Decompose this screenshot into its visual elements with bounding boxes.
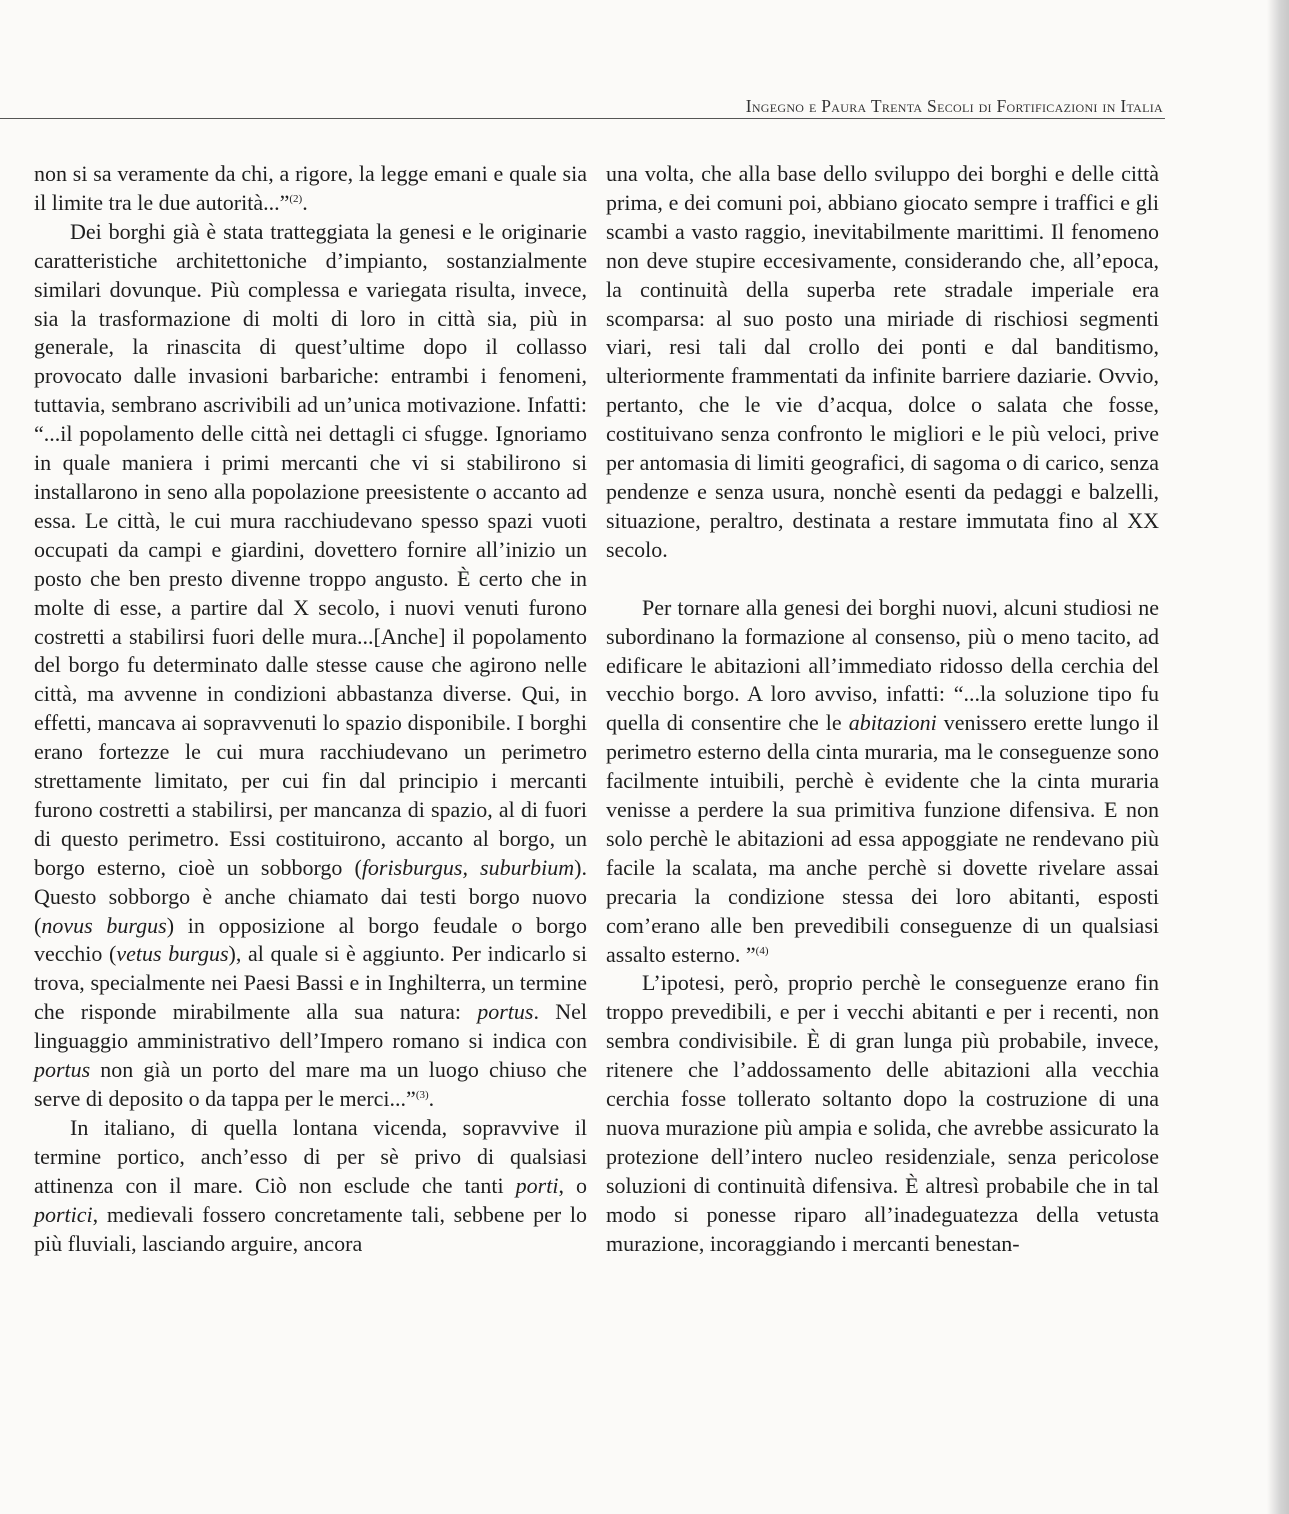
right-column (606, 160, 1159, 1259)
page-edge-shadow (1267, 0, 1289, 1514)
text-run: , o (558, 1172, 587, 1198)
paragraph (606, 160, 1159, 565)
italic-term: porti (515, 1172, 559, 1198)
text-run: . (302, 189, 308, 215)
text-run: Dei borghi già è stata tratteggiata la genesi e le originarie caratteristiche architettoniche d’impianto, sostanzialmente similari dovunque. Più complessa e variegata risulta, invece, sia la trasformazione di molti di loro in città sia, più in generale, la rinascita di quest’ultime dopo il collasso provocato dalle invasioni barbariche: entrambi i fenomeni, tuttavia, sembrano ascrivibili ad un’unica motivazione. Infatti: “...il popolamento delle città nei dettagli ci sfugge. Ignoriamo in quale maniera i primi mercanti che vi si stabilirono si installarono in seno alla popolazione preesistente o accanto ad essa. Le città, le cui mura racchiudevano spesso spazi vuoti occupati da campi e giardini, dovettero fornire all’inizio un posto che ben presto divenne troppo angusto. È certo che in molte di esse, a partire dal X secolo, i nuovi venuti furono costretti a stabilirsi fuori delle mura...[Anche] il popolamento del borgo fu determinato dalle stesse cause che agirono nelle città, ma avvenne in condizioni abbastanza diverse. Qui, in effetti, mancava ai sopravvenuti lo spazio disponibile. I borghi erano fortezze le cui mura racchiudevano un perimetro strettamente limitato, per cui fin dal principio i mercanti furono costretti a stabilirsi, per mancanza di spazio, al di fuori di questo perimetro. Essi costituirono, accanto al borgo, un borgo esterno, cioè un sobborgo ( (34, 218, 587, 880)
text-run: non già un porto del mare ma un luogo chiuso che serve di deposito o da tappa per le merci...” (34, 1057, 587, 1111)
paragraph (34, 1114, 587, 1259)
footnote-ref: (4) (755, 944, 769, 957)
italic-term: portici (34, 1201, 93, 1227)
paragraph (34, 160, 587, 218)
text-run: , medievali fossero concretamente tali, sebbene per lo più fluviali, lasciando arguire, ancora (34, 1201, 587, 1256)
italic-term: vetus burgus (116, 941, 229, 967)
text-run: L’ipotesi, però, proprio perchè le conseguenze erano fin troppo prevedibili, e per i vecchi abitanti e per i recenti, non sembra condivisibile. È di gran lunga più probabile, invece, ritenere che l’addossamento delle abitazioni alla vecchia cerchia fosse tollerato soltanto dopo la costruzione di una nuova murazione più ampia e solida, che avrebbe assicurato la protezione dell’intero nucleo residenziale, senza pericolose soluzioni di continuità difensiva. È altresì probabile che in tal modo si ponesse riparo all’inadeguatezza della vetusta murazione, incoraggiando i mercanti benestan- (606, 970, 1159, 1256)
footnote-ref: (2) (289, 192, 303, 205)
text-run: Per tornare alla genesi dei borghi nuovi, alcuni studiosi ne subordinano la formazione al consenso, più o meno tacito, ad edificare le abitazioni all’immediato ridosso della cerchia del vecchio borgo. A loro avviso, infatti: “...la soluzione tipo fu quella di consentire che le (606, 594, 1159, 736)
paragraph (34, 218, 587, 1114)
text-run: ), al quale si è aggiunto. Per indicarlo si trova, specialmente nei Paesi Bassi e in Inghilterra, un termine che risponde mirabilmente alla sua natura: (34, 941, 588, 1025)
footnote-ref: (3) (415, 1089, 429, 1101)
italic-term: portus (477, 999, 534, 1025)
paragraph (606, 969, 1159, 1258)
italic-term: forisburgus, suburbium (361, 854, 575, 880)
text-run: una volta, che alla base dello sviluppo dei borghi e delle città prima, e dei comuni poi, abbiano giocato sempre i traffici e gli scambi a vasto raggio, inevitabilmente marittimi. Il fenomeno non deve stupire eccesivamente, considerando che, all’epoca, la continuità della superba rete stradale imperiale era scomparsa: al suo posto una miriade di rischiosi segmenti viari, resi tali dal crollo dei ponti e dal banditismo, ulteriormente frammentati da infinite barriere daziarie. Ovvio, pertanto, che le vie d’acqua, dolce o salata che fosse, costituivano senza confronto le migliori e le più veloci, prive per antomasia di limiti geografici, di sagoma o di carico, senza pendenze e senza usura, nonchè esenti da pedaggi e balzelli, situazione, peraltro, destinata a restare immutata fino al XX secolo. (606, 161, 1159, 562)
text-run: venissero erette lungo il perimetro esterno della cinta muraria, ma le conseguenze sono facilmente intuibili, perchè è evidente che la cinta muraria venisse a perdere la sua primitiva funzione difensiva. E non solo perchè le abitazioni ad essa appoggiate ne rendevano più facile la scalata, ma anche perchè si dovette rivelare assai precaria la condizione stessa dei loro abitanti, esposti com’erano alle ben prevedibili conseguenze di un qualsiasi assalto esterno. ” (606, 710, 1159, 967)
text-run: . Nel linguaggio amministrativo dell’Impero romano si indica con (34, 999, 588, 1054)
left-column (34, 160, 587, 1258)
italic-term: novus burgus (41, 912, 167, 938)
text-run: . (428, 1086, 435, 1111)
text-run: ) in opposizione al borgo feudale o borgo vecchio ( (34, 912, 587, 967)
text-run: ). Questo sobborgo è anche chiamato dai testi borgo nuovo ( (34, 854, 587, 938)
italic-term: portus (34, 1057, 91, 1083)
text-run: non si sa veramente da chi, a rigore, la legge emani e quale sia il limite tra le due autorità...” (34, 161, 587, 215)
paragraph (606, 594, 1159, 970)
running-head: Ingegno e Paura Trenta Secoli di Fortificazioni in Italia (745, 96, 1163, 116)
italic-term: abitazioni (848, 710, 937, 736)
header-rule (0, 118, 1165, 119)
text-run: In italiano, di quella lontana vicenda, sopravvive il termine portico, anch’esso di per sè privo di qualsiasi attinenza con il mare. Ciò non esclude che tanti (34, 1114, 587, 1198)
